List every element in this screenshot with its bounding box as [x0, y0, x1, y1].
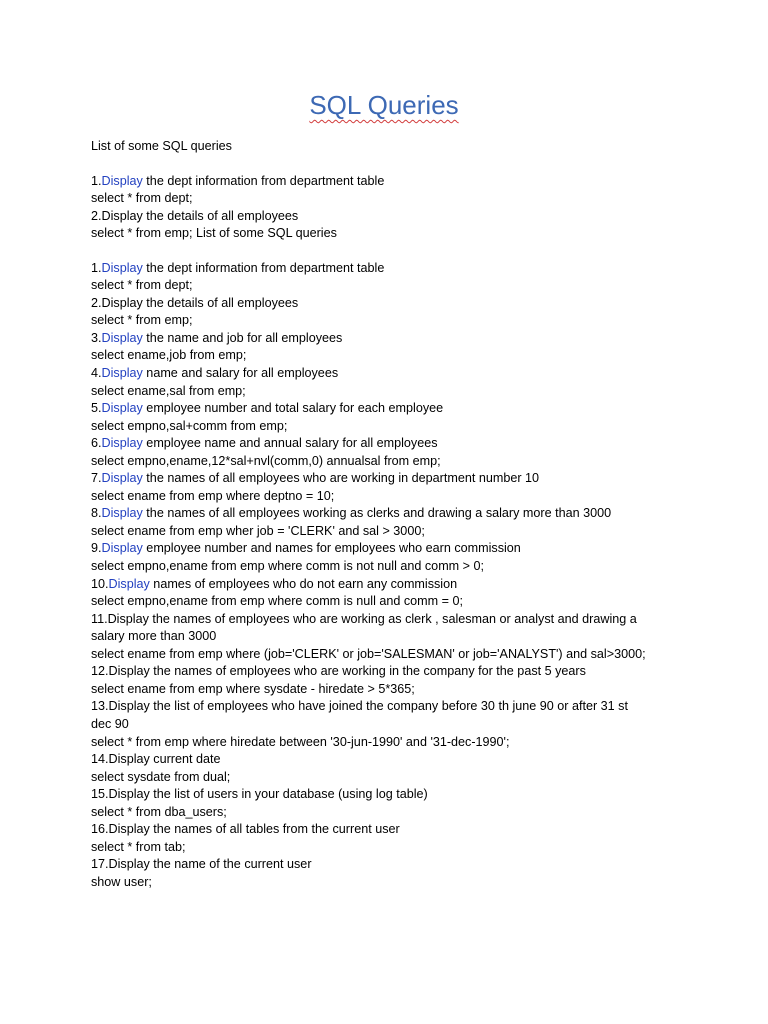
- highlighted-word: Display: [101, 436, 143, 451]
- line-text: select empno,sal+comm from emp;: [91, 418, 288, 433]
- line-prefix: 5.: [91, 401, 102, 416]
- highlighted-word: Display: [101, 260, 143, 275]
- text-line: [91, 558, 681, 576]
- line-prefix: 4.: [91, 366, 102, 381]
- text-line: [91, 646, 681, 664]
- highlighted-word: Display: [108, 576, 150, 591]
- line-text: select ename from emp where deptno = 10;: [91, 488, 335, 503]
- line-text: select * from dept;: [91, 278, 193, 293]
- text-line: [91, 611, 681, 629]
- text-line: [91, 856, 681, 874]
- text-line: [91, 769, 681, 787]
- line-text: 12.Display the names of employees who are working in the company for the past 5 years: [91, 664, 586, 679]
- line-text: select * from emp; List of some SQL queries: [91, 226, 337, 241]
- text-line: [91, 628, 681, 646]
- line-text: employee name and annual salary for all employees: [142, 436, 438, 451]
- line-text: 2.Display the details of all employees: [91, 208, 299, 223]
- line-text: select * from dba_users;: [91, 804, 227, 819]
- text-line: [91, 470, 681, 488]
- text-line: [91, 786, 681, 804]
- line-text: names of employees who do not earn any commission: [149, 576, 458, 591]
- line-text: the dept information from department table: [142, 173, 385, 188]
- line-prefix: 7.: [91, 471, 102, 486]
- text-line: [91, 453, 681, 471]
- line-text: the name and job for all employees: [142, 330, 343, 345]
- highlighted-word: Display: [101, 541, 143, 556]
- line-text: 14.Display current date: [91, 752, 221, 767]
- text-line: [91, 734, 681, 752]
- highlighted-word: Display: [101, 471, 143, 486]
- text-line: [91, 365, 681, 383]
- text-line: [91, 523, 681, 541]
- highlighted-word: Display: [101, 401, 143, 416]
- text-line: [91, 418, 681, 436]
- line-text: select ename,sal from emp;: [91, 383, 246, 398]
- line-text: 16.Display the names of all tables from the current user: [91, 822, 400, 837]
- line-text: dec 90: [91, 716, 129, 731]
- text-line: [91, 347, 681, 365]
- text-line: [91, 663, 681, 681]
- line-prefix: 1.: [91, 260, 102, 275]
- line-text: the names of all employees who are working in department number 10: [142, 471, 540, 486]
- text-line: [91, 540, 681, 558]
- line-text: select empno,ename from emp where comm is not null and comm > 0;: [91, 559, 485, 574]
- text-line: [91, 874, 681, 892]
- text-line: [91, 312, 681, 330]
- text-line: [91, 716, 681, 734]
- text-line: [91, 190, 681, 208]
- line-prefix: 10.: [91, 576, 109, 591]
- line-text: select ename from emp where (job='CLERK' or job='SALESMAN' or job='ANALYST') and sal>3000;: [91, 646, 646, 661]
- line-text: select * from emp;: [91, 313, 193, 328]
- line-text: 15.Display the list of users in your database (using log table): [91, 787, 428, 802]
- paragraph-gap: [91, 243, 681, 260]
- text-line: [91, 839, 681, 857]
- line-text: the names of all employees working as clerks and drawing a salary more than 3000: [142, 506, 612, 521]
- paragraph-gap: [91, 156, 681, 173]
- text-line: [91, 505, 681, 523]
- text-line: [91, 400, 681, 418]
- line-text: select * from emp where hiredate between '30-jun-1990' and '31-dec-1990';: [91, 734, 510, 749]
- line-prefix: 6.: [91, 436, 102, 451]
- line-prefix: 8.: [91, 506, 102, 521]
- text-line: [91, 681, 681, 699]
- text-line: [91, 295, 681, 313]
- query-block-2: [91, 260, 681, 892]
- line-text: select ename from emp where sysdate - hiredate > 5*365;: [91, 681, 415, 696]
- text-line: [91, 435, 681, 453]
- text-line: [91, 804, 681, 822]
- line-text: select sysdate from dual;: [91, 769, 231, 784]
- document-title: SQL Queries: [309, 90, 459, 120]
- text-line: [91, 383, 681, 401]
- highlighted-word: Display: [101, 330, 143, 345]
- text-line: [91, 821, 681, 839]
- intro-line: List of some SQL queries: [91, 139, 232, 153]
- line-text: select empno,ename,12*sal+nvl(comm,0) annualsal from emp;: [91, 453, 441, 468]
- text-line: [91, 225, 681, 243]
- line-text: name and salary for all employees: [142, 366, 339, 381]
- text-line: [91, 208, 681, 226]
- text-line: [91, 698, 681, 716]
- line-text: salary more than 3000: [91, 629, 217, 644]
- highlighted-word: Display: [101, 366, 143, 381]
- line-text: select empno,ename from emp where comm is null and comm = 0;: [91, 594, 464, 609]
- text-line: [91, 593, 681, 611]
- line-text: employee number and total salary for each employee: [142, 401, 444, 416]
- query-block-1: [91, 173, 681, 243]
- line-text: select ename from emp wher job = 'CLERK' and sal > 3000;: [91, 523, 425, 538]
- line-text: 13.Display the list of employees who have joined the company before 30 th june 90 or after 31 st: [91, 699, 628, 714]
- line-text: select * from dept;: [91, 191, 193, 206]
- line-text: 11.Display the names of employees who are working as clerk , salesman or analyst and drawing a: [91, 611, 637, 626]
- line-text: employee number and names for employees who earn commission: [142, 541, 521, 556]
- text-line: [91, 277, 681, 295]
- line-text: 2.Display the details of all employees: [91, 295, 299, 310]
- text-line: [91, 330, 681, 348]
- line-text: 17.Display the name of the current user: [91, 857, 312, 872]
- text-line: [91, 173, 681, 191]
- document-body: [91, 138, 681, 891]
- line-prefix: 1.: [91, 173, 102, 188]
- highlighted-word: Display: [101, 173, 143, 188]
- line-text: select ename,job from emp;: [91, 348, 247, 363]
- line-text: the dept information from department table: [142, 260, 385, 275]
- line-prefix: 3.: [91, 330, 102, 345]
- highlighted-word: Display: [101, 506, 143, 521]
- line-prefix: 9.: [91, 541, 102, 556]
- line-text: select * from tab;: [91, 839, 186, 854]
- text-line: [91, 751, 681, 769]
- text-line: [91, 488, 681, 506]
- line-text: show user;: [91, 874, 152, 889]
- text-line: [91, 260, 681, 278]
- text-line: [91, 576, 681, 594]
